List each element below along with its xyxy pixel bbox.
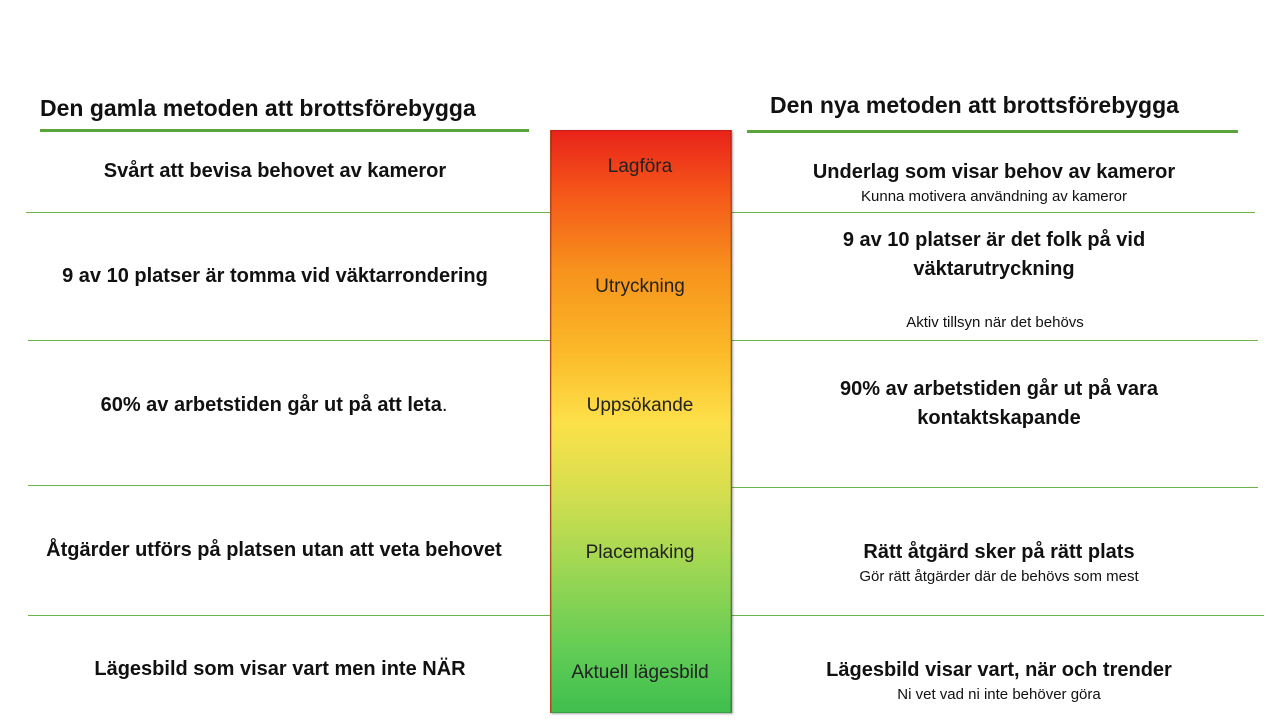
left-row-4-text: Åtgärder utförs på platsen utan att veta behovet — [46, 538, 502, 561]
right-row-2-sub-wrap — [735, 312, 1255, 334]
left-row-1-text: Svårt att bevisa behovet av kameror — [103, 159, 447, 182]
right-row-5 — [740, 654, 1258, 706]
right-row-2-main-line-1: 9 av 10 platser är det folk på vid — [842, 229, 1146, 251]
left-row-1 — [10, 150, 540, 192]
left-row-3-period: . — [441, 393, 448, 416]
right-row-2-sub: Aktiv tillsyn när det behövs — [906, 314, 1084, 331]
scale-level-aktuell-lagesbild: Aktuell lägesbild — [571, 662, 709, 683]
left-row-5 — [10, 648, 550, 690]
right-row-3-main-line-1: 90% av arbetstiden går ut på vara — [840, 378, 1158, 400]
left-column-header: Den gamla metoden att brottsförebygga — [40, 95, 476, 121]
priority-gradient-bar — [550, 130, 732, 713]
left-separator — [28, 340, 550, 341]
left-row-3 — [0, 384, 548, 426]
right-row-2-main-line-2: väktarutryckning — [913, 258, 1075, 280]
right-separator — [730, 615, 1264, 616]
left-row-3-main: 60% av arbetstiden går ut på att leta — [100, 393, 442, 416]
scale-level-uppsokande: Uppsökande — [586, 395, 694, 416]
scale-level-lagfora: Lagföra — [607, 156, 673, 177]
left-row-2 — [10, 255, 540, 297]
left-row-2-text: 9 av 10 platser är tomma vid väktarrondering — [62, 264, 488, 287]
right-separator — [730, 212, 1255, 213]
left-row-5-text: Lägesbild som visar vart men inte NÄR — [94, 657, 466, 680]
right-row-4-sub: Gör rätt åtgärder där de behövs som mest — [859, 567, 1139, 585]
right-row-4 — [740, 536, 1258, 588]
right-row-1 — [735, 154, 1253, 210]
right-row-5-sub: Ni vet vad ni inte behöver göra — [897, 685, 1101, 703]
right-row-3-main-line-2: kontaktskapande — [917, 407, 1081, 429]
right-row-3 — [740, 374, 1258, 434]
left-separator — [26, 212, 550, 213]
right-row-2 — [735, 225, 1253, 285]
right-row-1-main: Underlag som visar behov av kameror — [812, 160, 1176, 183]
right-separator — [730, 340, 1258, 341]
right-column-header: Den nya metoden att brottsförebygga — [770, 92, 1179, 118]
right-row-1-sub: Kunna motivera användning av kameror — [861, 187, 1127, 205]
scale-level-placemaking: Placemaking — [585, 542, 695, 563]
right-row-5-main: Lägesbild visar vart, när och trender — [826, 658, 1172, 681]
left-row-3-text — [101, 391, 448, 420]
right-row-4-main: Rätt åtgärd sker på rätt plats — [863, 540, 1135, 563]
left-separator — [28, 485, 550, 486]
scale-level-utryckning: Utryckning — [595, 276, 685, 297]
left-header-underline — [40, 129, 529, 132]
right-separator — [730, 487, 1258, 488]
left-separator — [28, 615, 550, 616]
left-row-4 — [4, 529, 544, 571]
right-header-underline — [747, 130, 1238, 133]
